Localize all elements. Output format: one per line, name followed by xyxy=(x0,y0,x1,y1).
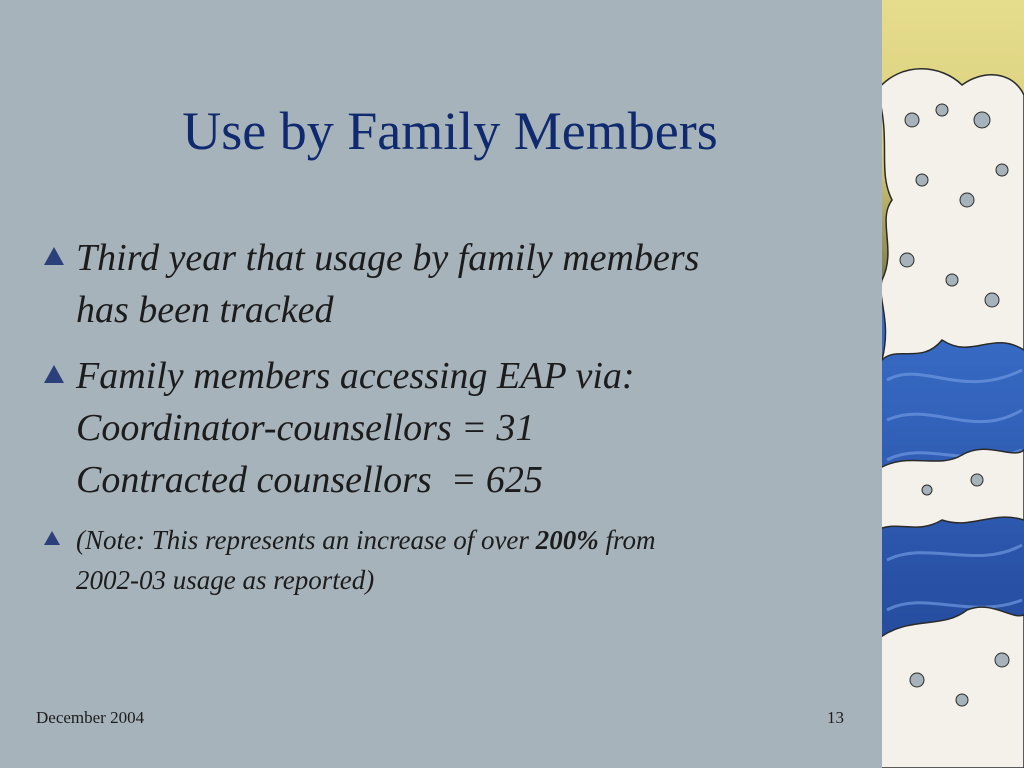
triangle-bullet-icon xyxy=(44,365,64,383)
note-line xyxy=(76,520,840,560)
bullet-line: Contracted counsellors = 625 xyxy=(76,459,543,501)
note-text: (Note: This represents an increase of over xyxy=(76,525,536,555)
bullet-line: Family members accessing EAP via: xyxy=(76,355,635,397)
bullet-item xyxy=(40,232,840,336)
slide-title: Use by Family Members xyxy=(182,101,718,161)
slide-number: 13 xyxy=(827,708,844,727)
triangle-bullet-icon xyxy=(44,531,60,545)
note-item xyxy=(40,520,840,600)
bullet-item xyxy=(40,350,840,506)
triangle-bullet-icon xyxy=(44,247,64,265)
note-percent: 200% xyxy=(535,525,599,555)
bullet-line: Third year that usage by family members xyxy=(76,237,700,279)
ocean-wave-illustration xyxy=(882,0,1024,768)
bullet-list xyxy=(40,232,840,600)
bullet-line: has been tracked xyxy=(76,289,334,331)
footer-date: December 2004 xyxy=(36,708,145,727)
note-text: from xyxy=(598,525,656,555)
bullet-line: Coordinator-counsellors = 31 xyxy=(76,407,535,449)
note-line: 2002-03 usage as reported) xyxy=(76,565,375,595)
